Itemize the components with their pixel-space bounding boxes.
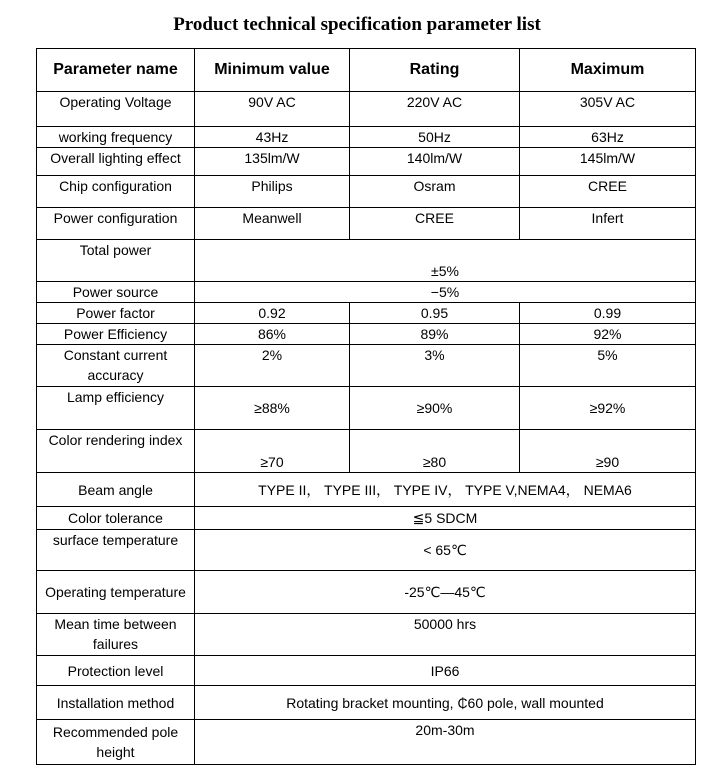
row-name: surface temperature [37, 530, 195, 571]
table-row [37, 324, 696, 345]
row-value: ±5% [195, 240, 696, 282]
row-min: 86% [195, 324, 350, 345]
table-row [37, 686, 696, 720]
table-row [37, 571, 696, 614]
table-row [37, 148, 696, 176]
row-value: IP66 [195, 656, 696, 686]
row-name: Total power [37, 240, 195, 282]
table-row [37, 656, 696, 686]
row-max: ≥90 [520, 430, 696, 473]
table-row [37, 127, 696, 148]
row-min: ≥88% [195, 387, 350, 430]
table-row [37, 430, 696, 473]
row-min: ≥70 [195, 430, 350, 473]
row-rating: ≥90% [350, 387, 520, 430]
row-name: Overall lighting effect [37, 148, 195, 176]
header-parameter-name: Parameter name [37, 49, 195, 92]
table-row [37, 530, 696, 571]
row-name: Color rendering index [37, 430, 195, 473]
row-name: Operating temperature [37, 571, 195, 614]
row-name: Protection level [37, 656, 195, 686]
row-name: Mean time between failures [37, 614, 195, 656]
row-max: 5% [520, 345, 696, 387]
row-min: 43Hz [195, 127, 350, 148]
table-row [37, 387, 696, 430]
row-max: Infert [520, 208, 696, 240]
row-rating: ≥80 [350, 430, 520, 473]
row-max: 305V AC [520, 92, 696, 127]
table-row [37, 345, 696, 387]
header-rating: Rating [350, 49, 520, 92]
table-row [37, 303, 696, 324]
row-rating: 89% [350, 324, 520, 345]
row-rating: 0.95 [350, 303, 520, 324]
row-value: Rotating bracket mounting, ₵60 pole, wall mounted [195, 686, 696, 720]
row-name: Power Efficiency [37, 324, 195, 345]
table-row [37, 92, 696, 127]
row-max: 63Hz [520, 127, 696, 148]
table-row [37, 240, 696, 282]
row-value: 50000 hrs [195, 614, 696, 656]
table-row [37, 282, 696, 303]
table-row [37, 720, 696, 765]
spec-table [36, 48, 696, 765]
row-name: Color tolerance [37, 507, 195, 530]
header-row [37, 49, 696, 92]
row-min: 90V AC [195, 92, 350, 127]
table-row [37, 507, 696, 530]
row-name: working frequency [37, 127, 195, 148]
row-name: Power configuration [37, 208, 195, 240]
row-max: CREE [520, 176, 696, 208]
row-value: ≦5 SDCM [195, 507, 696, 530]
row-min: Philips [195, 176, 350, 208]
row-value: TYPE II， TYPE III， TYPE IV， TYPE V,NEMA4， NEMA6 [195, 473, 696, 507]
page-title: Product technical specification parameter list [173, 14, 541, 35]
row-name: Chip configuration [37, 176, 195, 208]
table-row [37, 614, 696, 656]
row-name: Operating Voltage [37, 92, 195, 127]
row-max: 0.99 [520, 303, 696, 324]
row-min: 2% [195, 345, 350, 387]
header-minimum-value: Minimum value [195, 49, 350, 92]
row-value: -25℃—45℃ [195, 571, 696, 614]
row-rating: 3% [350, 345, 520, 387]
row-name: Beam angle [37, 473, 195, 507]
row-max: 145lm/W [520, 148, 696, 176]
row-rating: 220V AC [350, 92, 520, 127]
row-rating: Osram [350, 176, 520, 208]
row-name: Power source [37, 282, 195, 303]
row-rating: CREE [350, 208, 520, 240]
row-value: 20m-30m [195, 720, 696, 765]
row-min: 0.92 [195, 303, 350, 324]
row-rating: 140lm/W [350, 148, 520, 176]
row-name: Recommended pole height [37, 720, 195, 765]
table-row [37, 473, 696, 507]
row-name: Lamp efficiency [37, 387, 195, 430]
row-max: ≥92% [520, 387, 696, 430]
table-row [37, 208, 696, 240]
row-value: −5% [195, 282, 696, 303]
row-max: 92% [520, 324, 696, 345]
row-rating: 50Hz [350, 127, 520, 148]
row-value: < 65℃ [195, 530, 696, 571]
table-row [37, 176, 696, 208]
row-min: Meanwell [195, 208, 350, 240]
header-maximum: Maximum [520, 49, 696, 92]
row-min: 135lm/W [195, 148, 350, 176]
row-name: Constant current accuracy [37, 345, 195, 387]
row-name: Installation method [37, 686, 195, 720]
row-name: Power factor [37, 303, 195, 324]
